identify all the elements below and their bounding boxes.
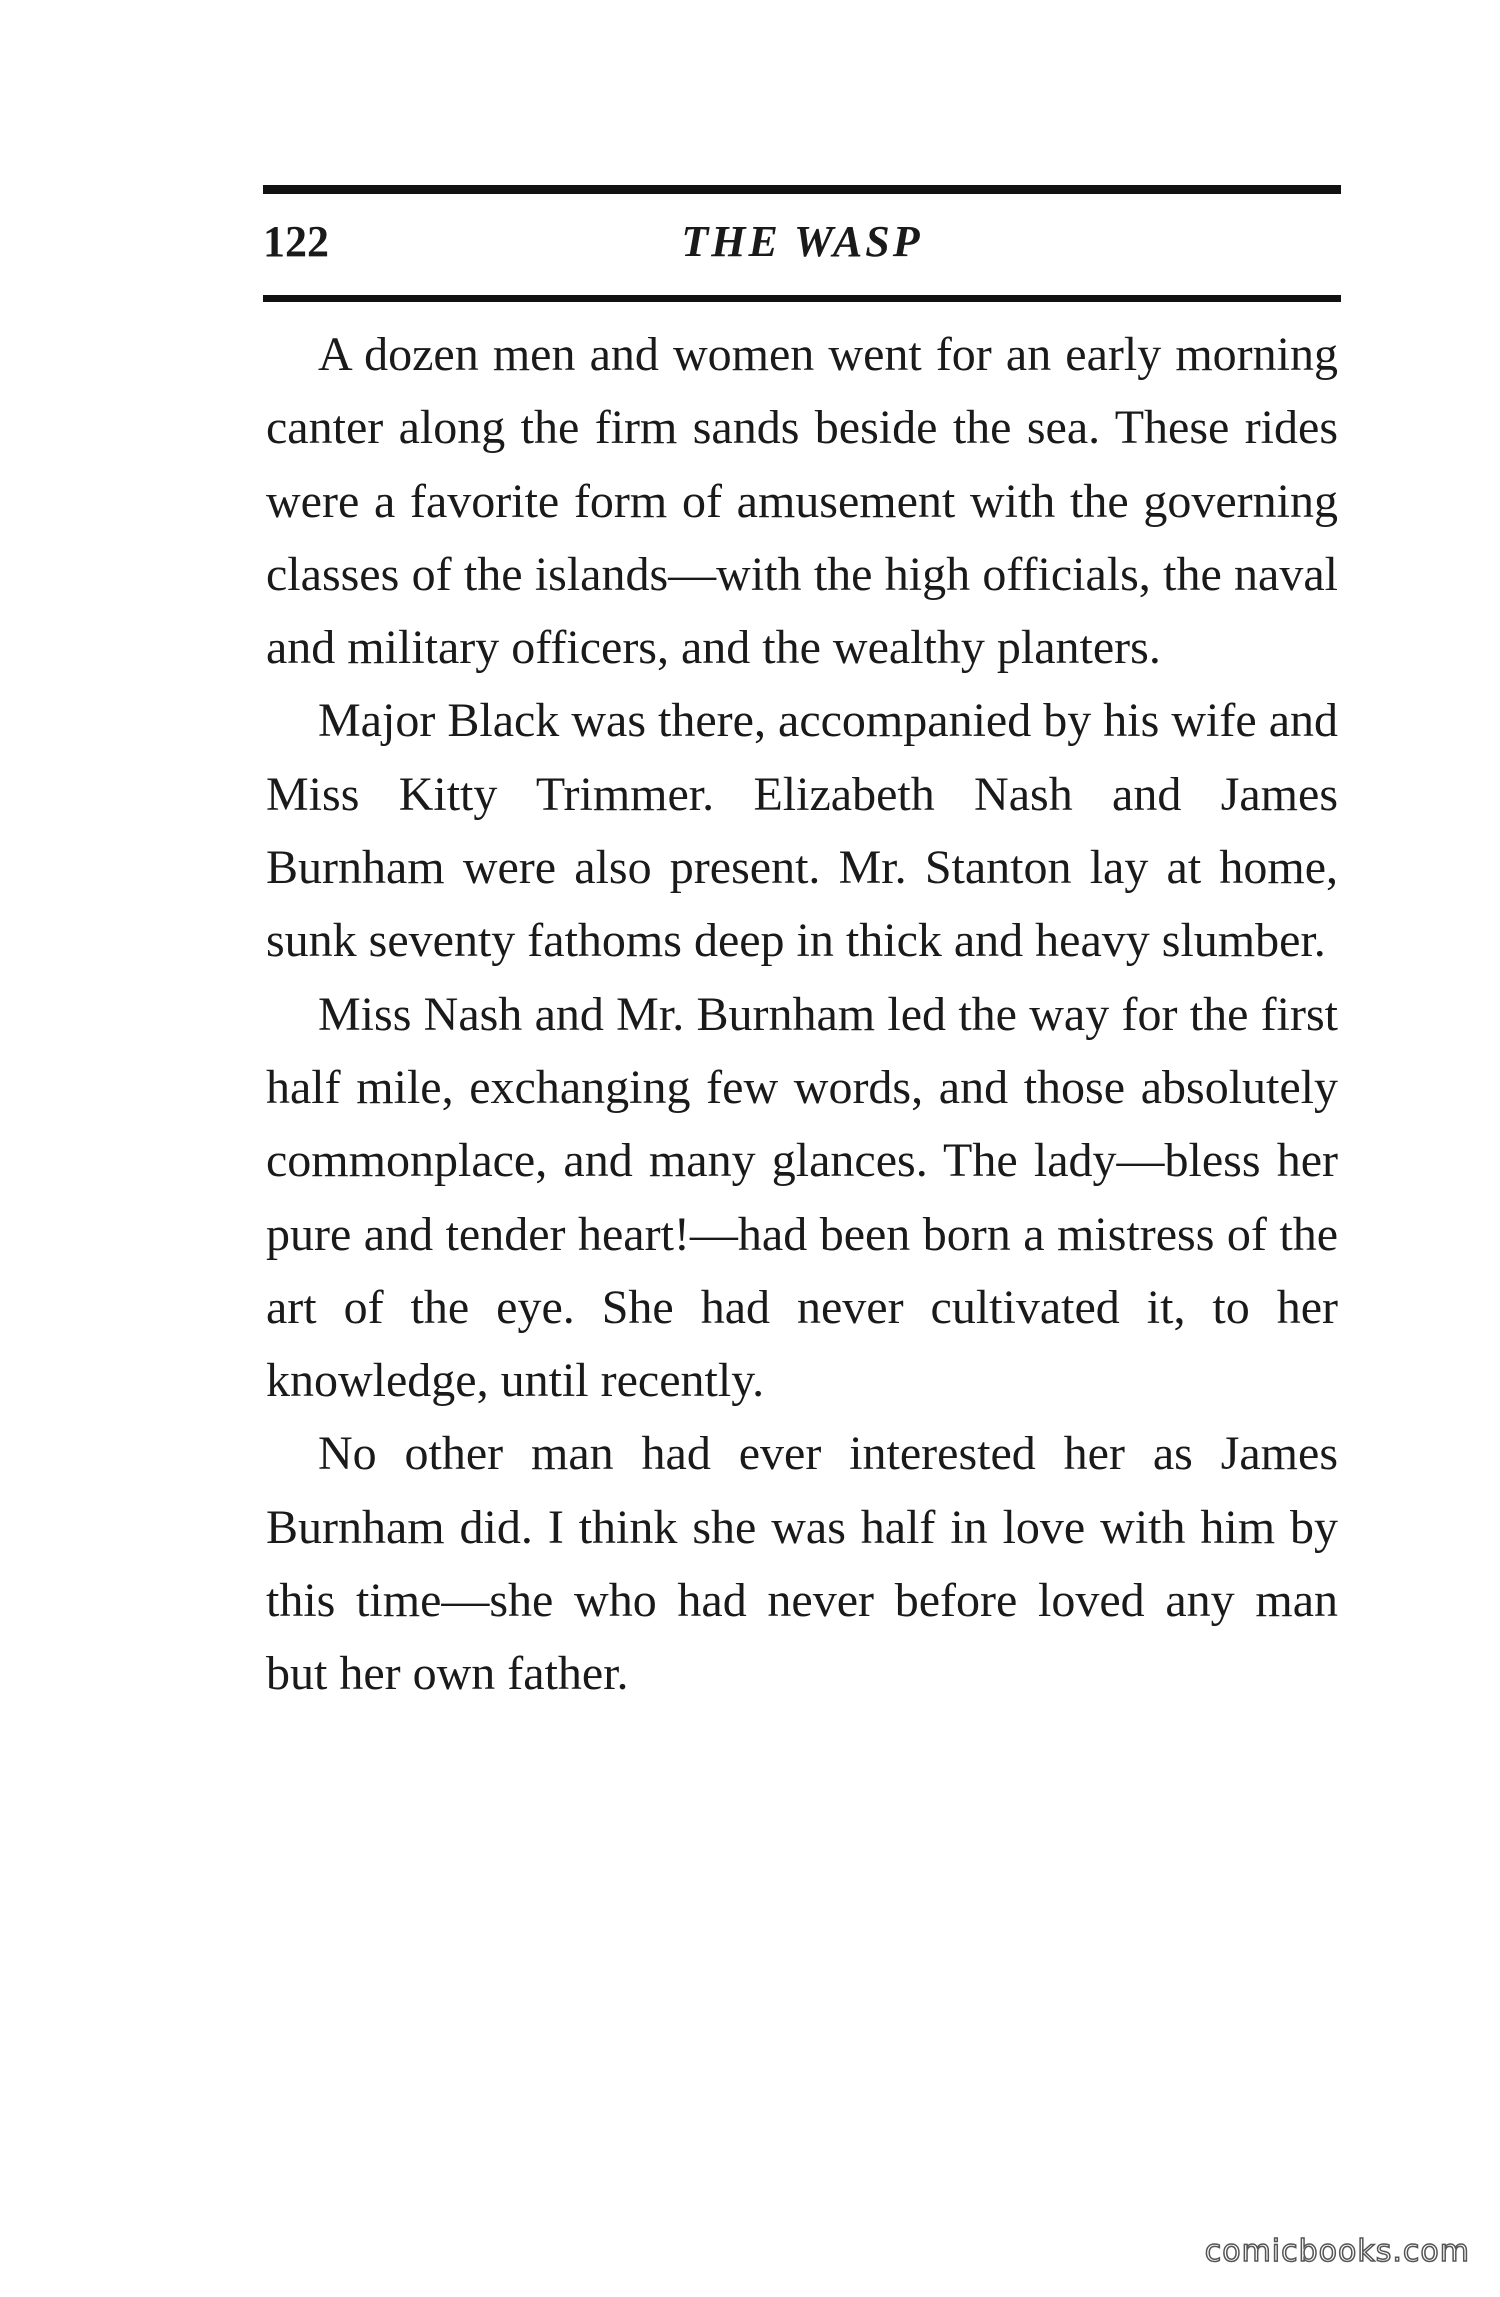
paragraph: Major Black was there, accompanied by his wife and Miss Kitty Trimmer. Elizabeth Nash and James Burnham were also present. Mr. Stanton lay at home, sunk seventy fathoms deep in thick and heavy slumber. [266,694,1338,968]
running-head [263,212,1341,282]
paragraph: No other man had ever interested her as James Burnham did. I think she was half in love with him by this time—she who had never before loved any man but her own father. [266,1427,1338,1701]
header-rule-bottom [263,295,1341,302]
watermark: comicbooks.com [1204,2234,1470,2269]
running-title: THE WASP [681,217,923,266]
body-text [266,318,1338,1711]
paragraph: Miss Nash and Mr. Burnham led the way for the first half mile, exchanging few words, and those absolutely commonplace, and many glances. The lady—bless her pure and tender heart!—had been born a mistress of the art of the eye. She had never cultivated it, to her knowledge, until recently. [266,987,1338,1408]
page-number: 122 [263,217,329,266]
paragraph: A dozen men and women went for an early morning canter along the firm sands beside the sea. These rides were a favorite form of amusement with the governing classes of the islands—with the high officials, the naval and military officers, and the wealthy planters. [266,328,1338,675]
header-rule-top [263,185,1341,194]
